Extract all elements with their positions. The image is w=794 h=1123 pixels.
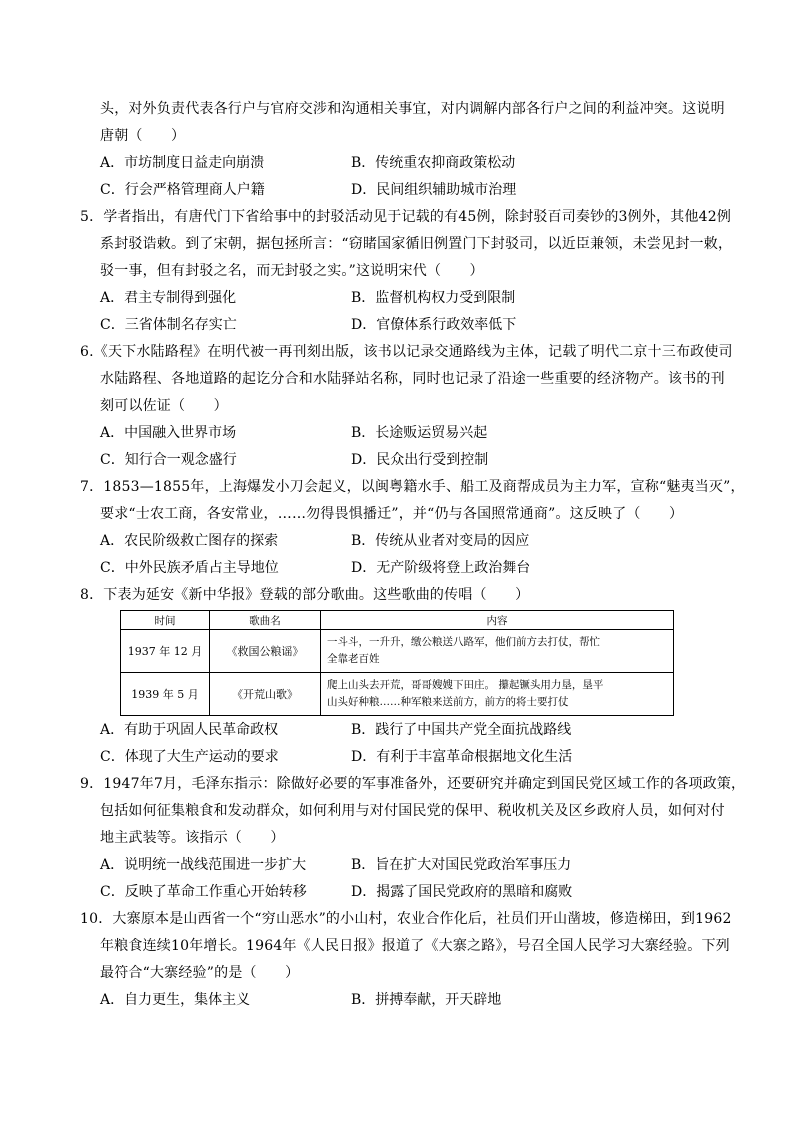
question-4-option-d: D．民间组织辅助城市治理 (351, 182, 517, 198)
question-5-text-line-2: 系封驳诰敕。到了宋朝，据包拯所言：“窃睹国家循旧例置门下封驳司，以近臣兼领，未尝见封一敕， (100, 236, 733, 252)
question-4-option-a: A．市坊制度日益走向崩溃 (100, 155, 265, 171)
question-6-option-a: A．中国融入世界市场 (100, 425, 237, 441)
question-7-option-c: C．中外民族矛盾占主导地位 (100, 560, 279, 576)
question-5-option-a: A．君主专制得到强化 (100, 290, 237, 306)
table-cell-content-line-2: 山头好种粮……种军粮来送前方，前方的将士要打仗 (327, 696, 569, 708)
table-cell-content-line-1: 爬上山头去开荒，哥哥嫂嫂下田庄。 攥起镢头用力垦，垦平 (327, 679, 604, 691)
songs-table (120, 610, 674, 716)
table-cell-time: 1937 年 12 月 (121, 630, 210, 673)
table-cell-content-line-1: 一斗斗，一升升，缴公粮送八路军，他们前方去打仗，帮忙 (327, 636, 600, 648)
table-cell-content (321, 630, 674, 673)
question-5-option-d: D．官僚体系行政效率低下 (351, 317, 517, 333)
question-10-option-b: B．拼搏奉献，开天辟地 (351, 992, 502, 1008)
question-6-option-c: C．知行合一观念盛行 (100, 452, 237, 468)
table-header-time: 时间 (121, 611, 210, 630)
question-9-text-line-2: 包括如何征集粮食和发动群众，如何利用与对付国民党的保甲、税收机关及区乡政府人员，如何对付 (100, 803, 725, 819)
question-8-option-a: A．有助于巩固人民革命政权 (100, 722, 279, 738)
table-cell-content-line-2: 全靠老百姓 (327, 653, 380, 665)
question-9-option-c: C．反映了革命工作重心开始转移 (100, 884, 307, 900)
question-6-text-line-3: 刻可以佐证（ ） (100, 398, 228, 414)
table-header-row (121, 611, 674, 630)
question-6-option-b: B．长途贩运贸易兴起 (351, 425, 488, 441)
question-6-option-d: D．民众出行受到控制 (351, 452, 489, 468)
question-9-option-b: B．旨在扩大对国民党政治军事压力 (351, 857, 572, 873)
table-header-content: 内容 (321, 611, 674, 630)
question-6-text-line-2: 水陆路程、各地道路的起讫分合和水陆驿站名称，同时也记录了沿途一些重要的经济物产。该书的刊 (100, 371, 725, 387)
question-7-text-line-1: 7．1853—1855年，上海爆发小刀会起义，以闽粤籍水手、船工及商帮成员为主力军，宣称“魅夷当灭”， (80, 479, 745, 495)
question-4-text-line-1: 头，对外负责代表各行户与官府交涉和沟通相关事宜，对内调解内部各行户之间的利益冲突。这说明 (100, 101, 725, 117)
question-7-option-d: D．无产阶级将登上政治舞台 (351, 560, 531, 576)
question-5-option-c: C．三省体制名存实亡 (100, 317, 237, 333)
table-cell-song: 《开荒山歌》 (210, 673, 321, 716)
table-row (121, 673, 674, 716)
table-cell-time: 1939 年 5 月 (121, 673, 210, 716)
question-8-option-d: D．有利于丰富革命根据地文化生活 (351, 749, 573, 765)
question-10-text-line-1: 10．大寨原本是山西省一个“穷山恶水”的小山村，农业合作化后，社员们开山凿坡，修造梯田，到1962 (80, 911, 732, 927)
question-8-option-c: C．体现了大生产运动的要求 (100, 749, 279, 765)
question-5-text-line-1: 5．学者指出，有唐代门下省给事中的封驳活动见于记载的有45例，除封驳百司奏钞的3例外，其他42例 (80, 209, 732, 225)
question-7-text-line-2: 要求“士农工商，各安常业，……勿得畏惧播迁”，并“仍与各国照常通商”。这反映了（ ） (100, 506, 684, 522)
question-4-option-b: B．传统重农抑商政策松动 (351, 155, 516, 171)
question-7-option-a: A．农民阶级救亡图存的探索 (100, 533, 279, 549)
question-4-option-c: C．行会严格管理商人户籍 (100, 182, 265, 198)
question-9-option-a: A．说明统一战线范围进一步扩大 (100, 857, 307, 873)
question-8-option-b: B．践行了中国共产党全面抗战路线 (351, 722, 572, 738)
question-6-text-line-1: 6.《天下水陆路程》在明代被一再刊刻出版，该书以记录交通路线为主体，记载了明代二京十三布政使司 (80, 344, 733, 360)
table-cell-content (321, 673, 674, 716)
question-5-option-b: B．监督机构权力受到限制 (351, 290, 516, 306)
question-5-text-line-3: 驳一事，但有封驳之名，而无封驳之实。”这说明宋代（ ） (100, 263, 484, 279)
question-10-text-line-2: 年粮食连续10年增长。1964年《人民日报》报道了《大寨之路》，号召全国人民学习大寨经验。下列 (100, 938, 730, 954)
question-4-text-line-2: 唐朝（ ） (100, 128, 186, 144)
question-9-option-d: D．揭露了国民党政府的黑暗和腐败 (351, 884, 573, 900)
question-8-text-line-1: 8．下表为延安《新中华报》登载的部分歌曲。这些歌曲的传唱（ ） (80, 587, 530, 603)
table-row (121, 630, 674, 673)
question-10-option-a: A．自力更生，集体主义 (100, 992, 251, 1008)
table-cell-song: 《救国公粮谣》 (210, 630, 321, 673)
table-header-song: 歌曲名 (210, 611, 321, 630)
question-9-text-line-1: 9．1947年7月，毛泽东指示：除做好必要的军事准备外，还要研究并确定到国民党区域工作的各项政策， (80, 776, 746, 792)
question-10-text-line-3: 最符合“大寨经验”的是（ ） (100, 965, 300, 981)
question-9-text-line-3: 地主武装等。该指示（ ） (100, 830, 285, 846)
question-7-option-b: B．传统从业者对变局的因应 (351, 533, 530, 549)
